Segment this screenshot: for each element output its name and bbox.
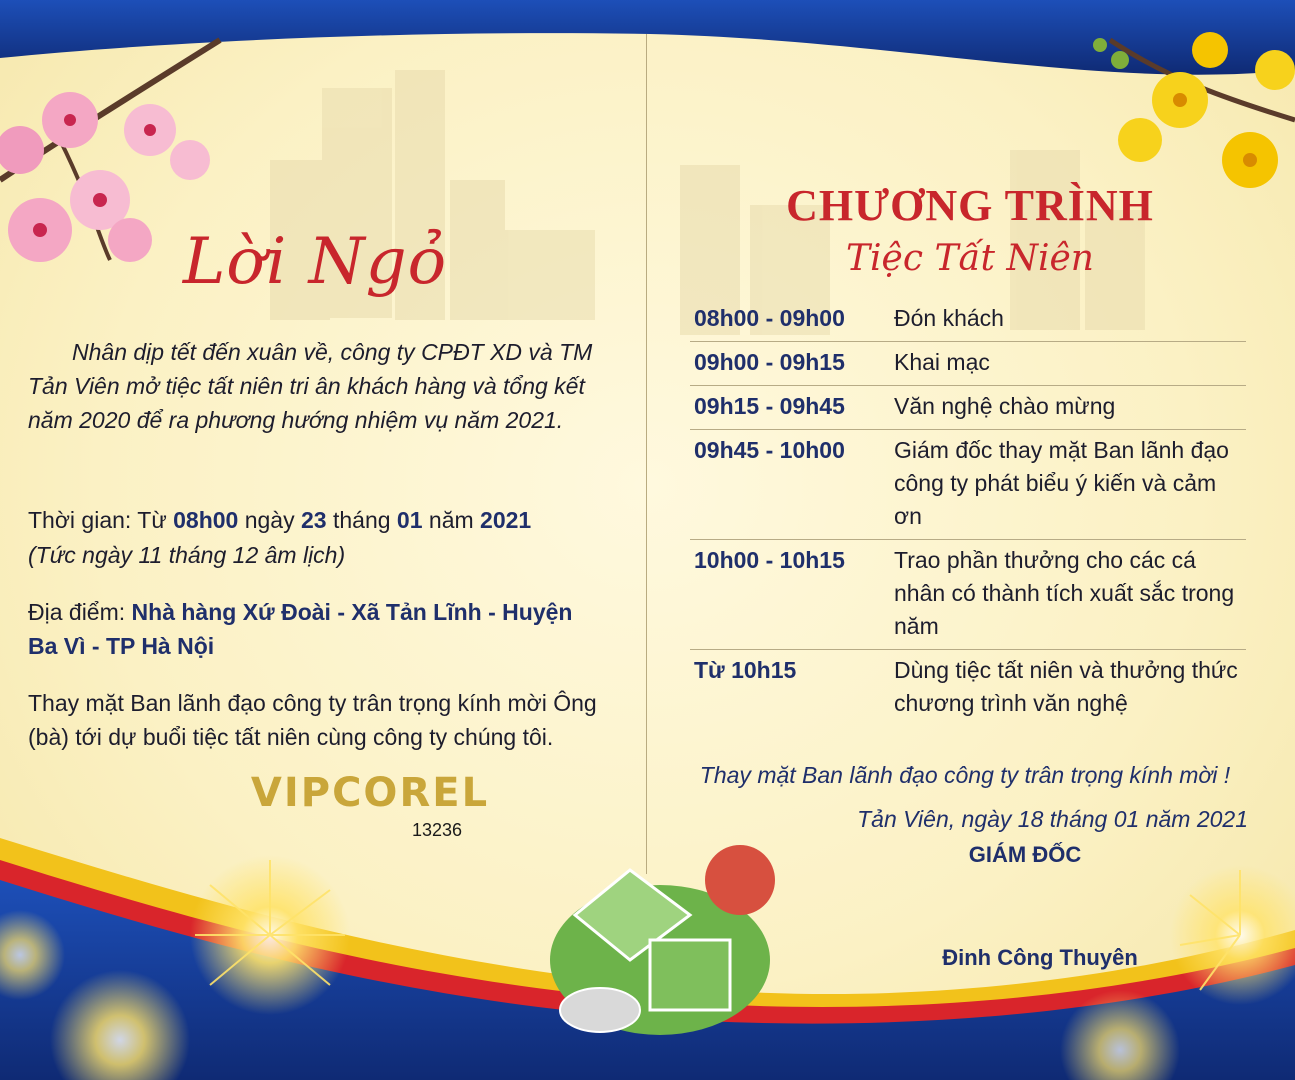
schedule-activity: Dùng tiệc tất niên và thưởng thức chương trình văn nghệ [894, 657, 1238, 716]
schedule-row [690, 298, 1246, 342]
invitation-line: Thay mặt Ban lãnh đạo công ty trân trọng kính mời ! [699, 762, 1231, 788]
venue-line [28, 595, 588, 663]
time-line [28, 503, 628, 537]
schedule-activity: Đón khách [894, 305, 1004, 331]
schedule-activity: Giám đốc thay mặt Ban lãnh đạo công ty phát biểu ý kiến và cảm ơn [894, 437, 1229, 529]
venue-label: Địa điểm: [28, 599, 132, 625]
watermark-brand: VIPCOREL [250, 770, 490, 816]
schedule-time: 09h00 - 09h15 [694, 349, 845, 375]
schedule-table [690, 298, 1246, 726]
schedule-activity: Khai mạc [894, 349, 990, 375]
schedule-activity: Văn nghệ chào mừng [894, 393, 1116, 419]
time-label: Thời gian: Từ [28, 507, 174, 533]
time-year-label: năm [422, 507, 481, 533]
schedule-time: Từ 10h15 [694, 657, 797, 683]
schedule-row [690, 650, 1246, 726]
watermark-code: 13236 [412, 820, 463, 840]
page-fold-line [646, 34, 647, 874]
date-line: Tản Viên, ngày 18 tháng 01 năm 2021 [857, 806, 1248, 832]
signer-title: GIÁM ĐỐC [968, 842, 1082, 867]
time-month-label: tháng [326, 507, 397, 533]
schedule-activity: Trao phần thưởng cho các cá nhân có thành tích xuất sắc trong năm [894, 547, 1235, 639]
lunar-date: (Tức ngày 11 tháng 12 âm lịch) [28, 542, 346, 568]
schedule-row [690, 540, 1246, 650]
time-day-label: ngày [238, 507, 301, 533]
time-year: 2021 [480, 507, 532, 533]
schedule-time: 09h15 - 09h45 [694, 393, 845, 419]
time-day: 23 [300, 507, 327, 533]
signer-name: Đinh Công Thuyên [942, 945, 1138, 970]
schedule-time: 08h00 - 09h00 [694, 305, 845, 331]
right-page-title: CHƯƠNG TRÌNH [786, 181, 1154, 230]
right-page-subtitle: Tiệc Tất Niên [846, 238, 1094, 279]
venue-value: Nhà hàng Xứ Đoài - Xã Tản Lĩnh - Huyện Ba Vì - TP Hà Nội [28, 599, 573, 659]
schedule-row [690, 430, 1246, 540]
intro-paragraph: Nhân dịp tết đến xuân về, công ty CPĐT XD và TM Tản Viên mở tiệc tất niên tri ân khách hàng và tổng kết năm 2020 để ra phương hướng nhiệm vụ năm 2021. [28, 339, 593, 433]
time-month: 01 [396, 507, 423, 533]
schedule-row [690, 342, 1246, 386]
schedule-row [690, 386, 1246, 430]
left-page-title: Lời Ngỏ [182, 225, 448, 299]
closing-paragraph: Thay mặt Ban lãnh đạo công ty trân trọng kính mời Ông (bà) tới dự buổi tiệc tất niên cùng công ty chúng tôi. [28, 690, 597, 750]
schedule-time: 10h00 - 10h15 [694, 547, 845, 573]
time-hour: 08h00 [173, 507, 239, 533]
schedule-time: 09h45 - 10h00 [694, 437, 845, 463]
